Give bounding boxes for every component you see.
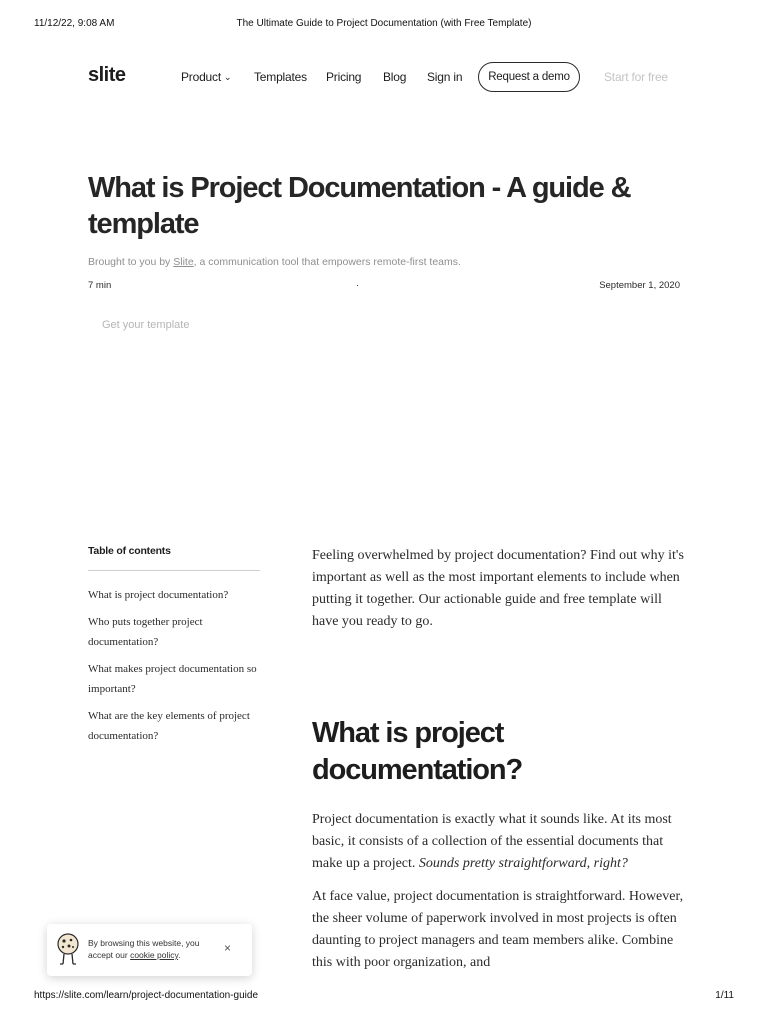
nav-pricing[interactable]: Pricing (326, 70, 362, 84)
cookie-message: By browsing this website, you accept our (88, 938, 200, 960)
body-paragraph-2: At face value, project documentation is straightforward. However, the sheer volume of paperwork involved in most projects is often daunting to project managers and team members alike. Combine this with poor organization, and (312, 889, 684, 970)
toc-list (88, 585, 260, 746)
toc-item[interactable]: Who puts together project documentation? (88, 616, 203, 648)
top-nav (88, 60, 708, 94)
body-paragraph-1-italic: Sounds pretty straightforward, right? (418, 856, 628, 871)
print-doc-title: The Ultimate Guide to Project Documentation (with Free Template) (236, 18, 532, 29)
meta-separator: · (356, 280, 360, 291)
nav-templates[interactable]: Templates (254, 70, 307, 84)
byline-prefix: Brought to you by (88, 256, 174, 268)
cookie-policy-link[interactable]: cookie policy (130, 950, 179, 960)
nav-product-label: Product (181, 70, 221, 84)
print-footer (34, 990, 734, 1004)
slite-logo[interactable]: slite (88, 64, 126, 86)
byline-suffix: , a communication tool that empowers remote-first teams. (193, 256, 461, 268)
table-of-contents (88, 545, 260, 753)
byline (88, 256, 461, 268)
toc-heading: Table of contents (88, 545, 260, 571)
toc-item[interactable]: What makes project documentation so important? (88, 663, 257, 695)
cookie-icon (56, 933, 80, 967)
body-paragraph-1 (312, 809, 687, 875)
print-datetime: 11/12/22, 9:08 AM (34, 18, 115, 29)
cookie-banner (47, 924, 252, 976)
close-icon[interactable]: × (224, 941, 232, 955)
chevron-down-icon: ⌄ (223, 72, 232, 82)
print-header (34, 18, 734, 32)
nav-blog[interactable]: Blog (383, 70, 407, 84)
article-meta (88, 280, 680, 294)
publish-date: September 1, 2020 (599, 280, 680, 291)
nav-sign-in[interactable]: Sign in (427, 70, 463, 84)
cookie-text (88, 937, 218, 961)
print-url: https://slite.com/learn/project-documentation-guide (34, 990, 259, 1001)
get-template-button[interactable]: Get your template (102, 319, 190, 331)
byline-slite-link[interactable]: Slite (173, 256, 194, 268)
read-time: 7 min (88, 280, 112, 291)
page-title: What is Project Documentation - A guide & template (88, 172, 631, 240)
article-body (312, 545, 687, 974)
start-for-free-button[interactable]: Start for free (604, 70, 668, 84)
toc-item[interactable]: What is project documentation? (88, 589, 229, 601)
cookie-message-end: . (178, 950, 181, 960)
toc-item[interactable]: What are the key elements of project documentation? (88, 710, 250, 742)
section-heading: What is project documentation? (312, 717, 523, 786)
body-paragraph-1-text: Project documentation is exactly what it sounds like. At its most basic, it consists of a collection of the essential documents that make up a project. (312, 812, 672, 871)
request-demo-button[interactable]: Request a demo (478, 62, 580, 92)
print-page-number: 1/11 (715, 990, 734, 1001)
nav-product[interactable] (181, 70, 231, 84)
intro-paragraph: Feeling overwhelmed by project documentation? Find out why it's important as well as the most important elements to include when putting it together. Our actionable guide and free template will have you ready to go. (312, 548, 684, 629)
